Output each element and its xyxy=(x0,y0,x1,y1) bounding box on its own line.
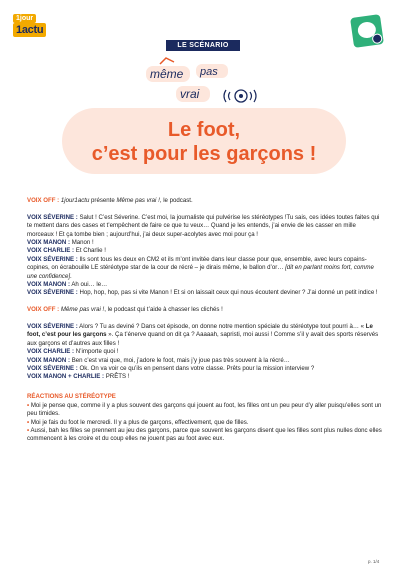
script-text: , le podcast. xyxy=(159,197,193,204)
logo-bottom-text: 1actu xyxy=(13,23,46,37)
speaker-label: VOIX SÉVERINE : xyxy=(27,213,78,221)
script-bold: Le foot, c’est pour les garçons xyxy=(27,323,373,339)
speaker-label: VOIX SÉVERINE : xyxy=(27,289,78,297)
script-text: Et Charlie ! xyxy=(74,247,106,255)
script-line xyxy=(27,373,383,381)
bullet: • xyxy=(27,401,30,409)
reaction-text: Moi je pense que, comme il y a plus souvent des garçons qui jouent au foot, les filles ont un peu peur d’y aller puisqu’elles sont un peu timides. xyxy=(27,401,382,418)
script-line xyxy=(27,247,383,255)
page-number: p. 1/4 xyxy=(368,559,380,564)
speaker-label: VOIX MANON : xyxy=(27,239,70,247)
podcast-word-3: vrai xyxy=(180,87,200,101)
script-line xyxy=(27,239,383,247)
speaker-label: VOIX OFF : xyxy=(27,306,60,314)
script-text: Manon ! xyxy=(70,239,94,247)
script-text: Ok. On va voir ce qu’ils en pensent dans votre classe. Prêts pour la mission interview ? xyxy=(77,365,315,373)
title-line-2: c’est pour les garçons ! xyxy=(91,143,317,165)
script-text: PRÊTS ! xyxy=(104,373,130,381)
podcast-word-2: pas xyxy=(200,66,218,78)
script-text: présente xyxy=(89,197,117,204)
script-line xyxy=(27,289,383,297)
script-italic: Même pas vrai ! xyxy=(116,197,160,204)
script-text: Ils sont tous les deux en CM2 et ils m’ont invitée dans leur classe pour que, ensemble, avec leurs copains-copines, on écrabouille LE stéréotype star de la cour de récré – je dirais même, le ballon d’or… xyxy=(27,255,367,272)
reaction-text: Aussi, bah les filles se prennent au jeu des garçons, parce que souvent les garçons disent que les filles sont plus nulles donc elles commencent à les croire et du coup elles ne jouent pas au foot avec eux. xyxy=(27,426,382,443)
script-line xyxy=(27,306,383,314)
script-text: ». Ça t’énerve quand on dit ça ? Aaaaah, sapristi, moi aussi ! Comme s’il y avait des sports réservés aux garçons et d’autres aux filles ! xyxy=(27,331,379,347)
script-line xyxy=(27,348,383,356)
reactions-heading: RÉACTIONS AU STÉRÉOTYPE xyxy=(27,393,116,401)
script-line xyxy=(27,323,383,348)
script-italic: [dit en parlant moins fort, comme une confidence] xyxy=(27,264,374,280)
script-text: Hop, hop, hop, pas si vite Manon ! Et si on laissait ceux qui nous écoutent deviner ? J’ai donné un petit indice ! xyxy=(77,289,378,297)
speaker-label: VOIX MANON : xyxy=(27,281,70,289)
script-line xyxy=(27,197,383,205)
speaker-label: VOIX SÉVERINE : xyxy=(27,323,78,331)
page-title xyxy=(62,118,346,166)
brand-logo xyxy=(13,14,51,42)
script-text: N’importe quoi ! xyxy=(74,348,119,356)
script-text: , le podcast qui t’aide à chasser les clichés ! xyxy=(104,306,223,314)
script-text: . xyxy=(70,272,72,280)
script-text: Ah oui… le… xyxy=(70,281,108,289)
script-italic: 1jour1actu xyxy=(60,197,90,204)
logo-top-text: 1jour xyxy=(13,14,36,23)
reaction-item xyxy=(27,419,383,427)
corner-sticker-icon xyxy=(350,14,384,48)
speaker-label: VOIX MANON : xyxy=(27,356,70,364)
script-body xyxy=(27,197,383,444)
speaker-label: VOIX OFF : xyxy=(27,197,60,204)
speaker-label: VOIX SÉVERINE : xyxy=(27,255,78,263)
script-text: Alors ? Tu as deviné ? Dans cet épisode, on donne notre mention spéciale du stéréotype tout pourri à… « xyxy=(77,323,366,331)
script-text: Ben c’est vrai que, moi, j’adore le foot, mais j’y joue pas très souvent à la récré… xyxy=(70,356,290,364)
bullet: • xyxy=(27,418,30,426)
script-line xyxy=(27,214,383,239)
reaction-item xyxy=(27,402,383,419)
title-line-1: Le foot, xyxy=(167,119,241,141)
speaker-label: VOIX MANON + CHARLIE : xyxy=(27,373,105,381)
script-italic: Même pas vrai ! xyxy=(60,306,105,314)
script-line xyxy=(27,256,383,281)
script-line xyxy=(27,357,383,365)
podcast-word-1: même xyxy=(150,67,184,81)
section-badge: LE SCÉNARIO xyxy=(166,40,240,51)
bullet: • xyxy=(27,426,30,434)
reaction-item xyxy=(27,427,383,444)
speaker-label: VOIX CHARLIE : xyxy=(27,247,75,255)
script-text: Salut ! C’est Séverine. C’est moi, la journaliste qui pulvérise les stéréotypes !Tu sais, ces idées toutes faites qui te mettent dans des cases et t’empêchent de faire ce que tu veux… Quand je les entends, j’ai envie de les casser en mille morceaux ! Et ça tombe bien ; aujourd’hui, j’ai deux super-acolytes avec moi pour ça ! xyxy=(27,213,380,238)
reaction-text: Moi je fais du foot le mercredi. Il y a plus de garçons, effectivement, que de filles. xyxy=(29,418,249,426)
speaker-label: VOIX CHARLIE : xyxy=(27,348,75,356)
speaker-label: VOIX SÉVERINE : xyxy=(27,365,78,373)
